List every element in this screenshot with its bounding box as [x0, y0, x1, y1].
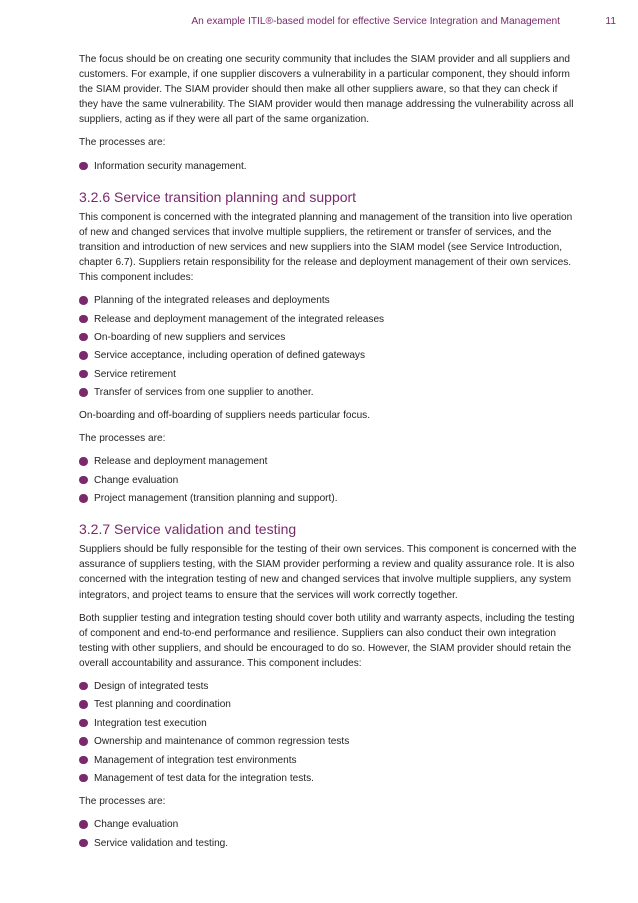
bullet-dot-icon — [79, 162, 88, 171]
list-item: Project management (transition planning and support). — [79, 491, 579, 506]
list-item: Information security management. — [79, 159, 579, 174]
section-3-2-6-note: On-boarding and off-boarding of suppliers needs particular focus. — [79, 410, 371, 422]
section-3-2-7-paragraph-1: Suppliers should be fully responsible for the testing of their own services. This component is concerned with the assurance of suppliers testing, with the SIAM provider performing a review and quality assurance role. It is also concerned with the integration testing of new and changed services that involve multiple suppliers, any system integrators, and project teams to ensure that the services will work correctly together. — [79, 544, 577, 601]
bullet-dot-icon — [79, 839, 88, 848]
list-item: Service acceptance, including operation of defined gateways — [79, 348, 579, 363]
list-item: Management of test data for the integration tests. — [79, 771, 579, 786]
list-item: Release and deployment management — [79, 454, 579, 469]
list-item: Design of integrated tests — [79, 679, 579, 694]
bullet-dot-icon — [79, 370, 88, 379]
bullet-dot-icon — [79, 737, 88, 746]
bullet-dot-icon — [79, 774, 88, 783]
bullet-dot-icon — [79, 296, 88, 305]
section-3-2-6-includes-list — [79, 293, 579, 400]
bullet-dot-icon — [79, 682, 88, 691]
list-item: Change evaluation — [79, 817, 579, 832]
list-item: Ownership and maintenance of common regression tests — [79, 734, 579, 749]
bullet-dot-icon — [79, 820, 88, 829]
list-item: Transfer of services from one supplier to another. — [79, 385, 579, 400]
page-body — [79, 52, 579, 859]
bullet-dot-icon — [79, 756, 88, 765]
section-3-2-7-processes-list — [79, 817, 579, 850]
bullet-dot-icon — [79, 700, 88, 709]
bullet-dot-icon — [79, 351, 88, 360]
section-3-2-7-includes-list — [79, 679, 579, 786]
bullet-dot-icon — [79, 315, 88, 324]
list-item: Management of integration test environments — [79, 753, 579, 768]
bullet-dot-icon — [79, 457, 88, 466]
list-item: Service retirement — [79, 367, 579, 382]
list-item: Service validation and testing. — [79, 836, 579, 851]
bullet-dot-icon — [79, 719, 88, 728]
section-3-2-6-processes-list — [79, 454, 579, 506]
bullet-dot-icon — [79, 494, 88, 503]
running-title: An example ITIL®-based model for effective Service Integration and Management — [191, 16, 560, 27]
section-3-2-7-paragraph-2: Both supplier testing and integration testing should cover both utility and warranty aspects, including the testing of component and end-to-end performance and resilience. Suppliers can also conduct their own integration testing with other suppliers, and should be encouraged to do so. However, the SIAM provider should retain the overall accountability and assurance. This component includes: — [79, 612, 575, 669]
bullet-dot-icon — [79, 476, 88, 485]
section-heading-3-2-6: 3.2.6 Service transition planning and support — [79, 188, 357, 205]
bullet-dot-icon — [79, 388, 88, 397]
list-item: Integration test execution — [79, 716, 579, 731]
intro-processes-list — [79, 159, 579, 174]
list-item: On-boarding of new suppliers and services — [79, 330, 579, 345]
list-item: Planning of the integrated releases and deployments — [79, 293, 579, 308]
section-3-2-6-processes-label: The processes are: — [79, 433, 166, 445]
intro-paragraph: The focus should be on creating one security community that includes the SIAM provider and all suppliers and customers. For example, if one supplier discovers a vulnerability in a particular component, they should inform the SIAM provider. The SIAM provider should then make all other suppliers aware, so that they can check if they have the same vulnerability. The SIAM provider would then manage addressing the vulnerability across all suppliers, acting as if they were all part of the same organization. — [79, 54, 574, 126]
list-item: Release and deployment management of the integrated releases — [79, 312, 579, 327]
list-item: Test planning and coordination — [79, 697, 579, 712]
bullet-dot-icon — [79, 333, 88, 342]
running-header — [0, 16, 638, 32]
section-3-2-6-paragraph: This component is concerned with the integrated planning and management of the transition into live operation of new and changed services that involve multiple suppliers, the retirement or transfer of services, and the transition and introduction of new services and new suppliers into the SIAM model (see Service Introduction, chapter 6.7). Suppliers retain responsibility for the release and deployment management of their own services. This component includes: — [79, 211, 573, 284]
page-number: 11 — [605, 16, 616, 27]
section-heading-3-2-7: 3.2.7 Service validation and testing — [79, 521, 297, 538]
intro-processes-label: The processes are: — [79, 137, 166, 149]
list-item: Change evaluation — [79, 473, 579, 488]
section-3-2-7-processes-label: The processes are: — [79, 796, 166, 808]
